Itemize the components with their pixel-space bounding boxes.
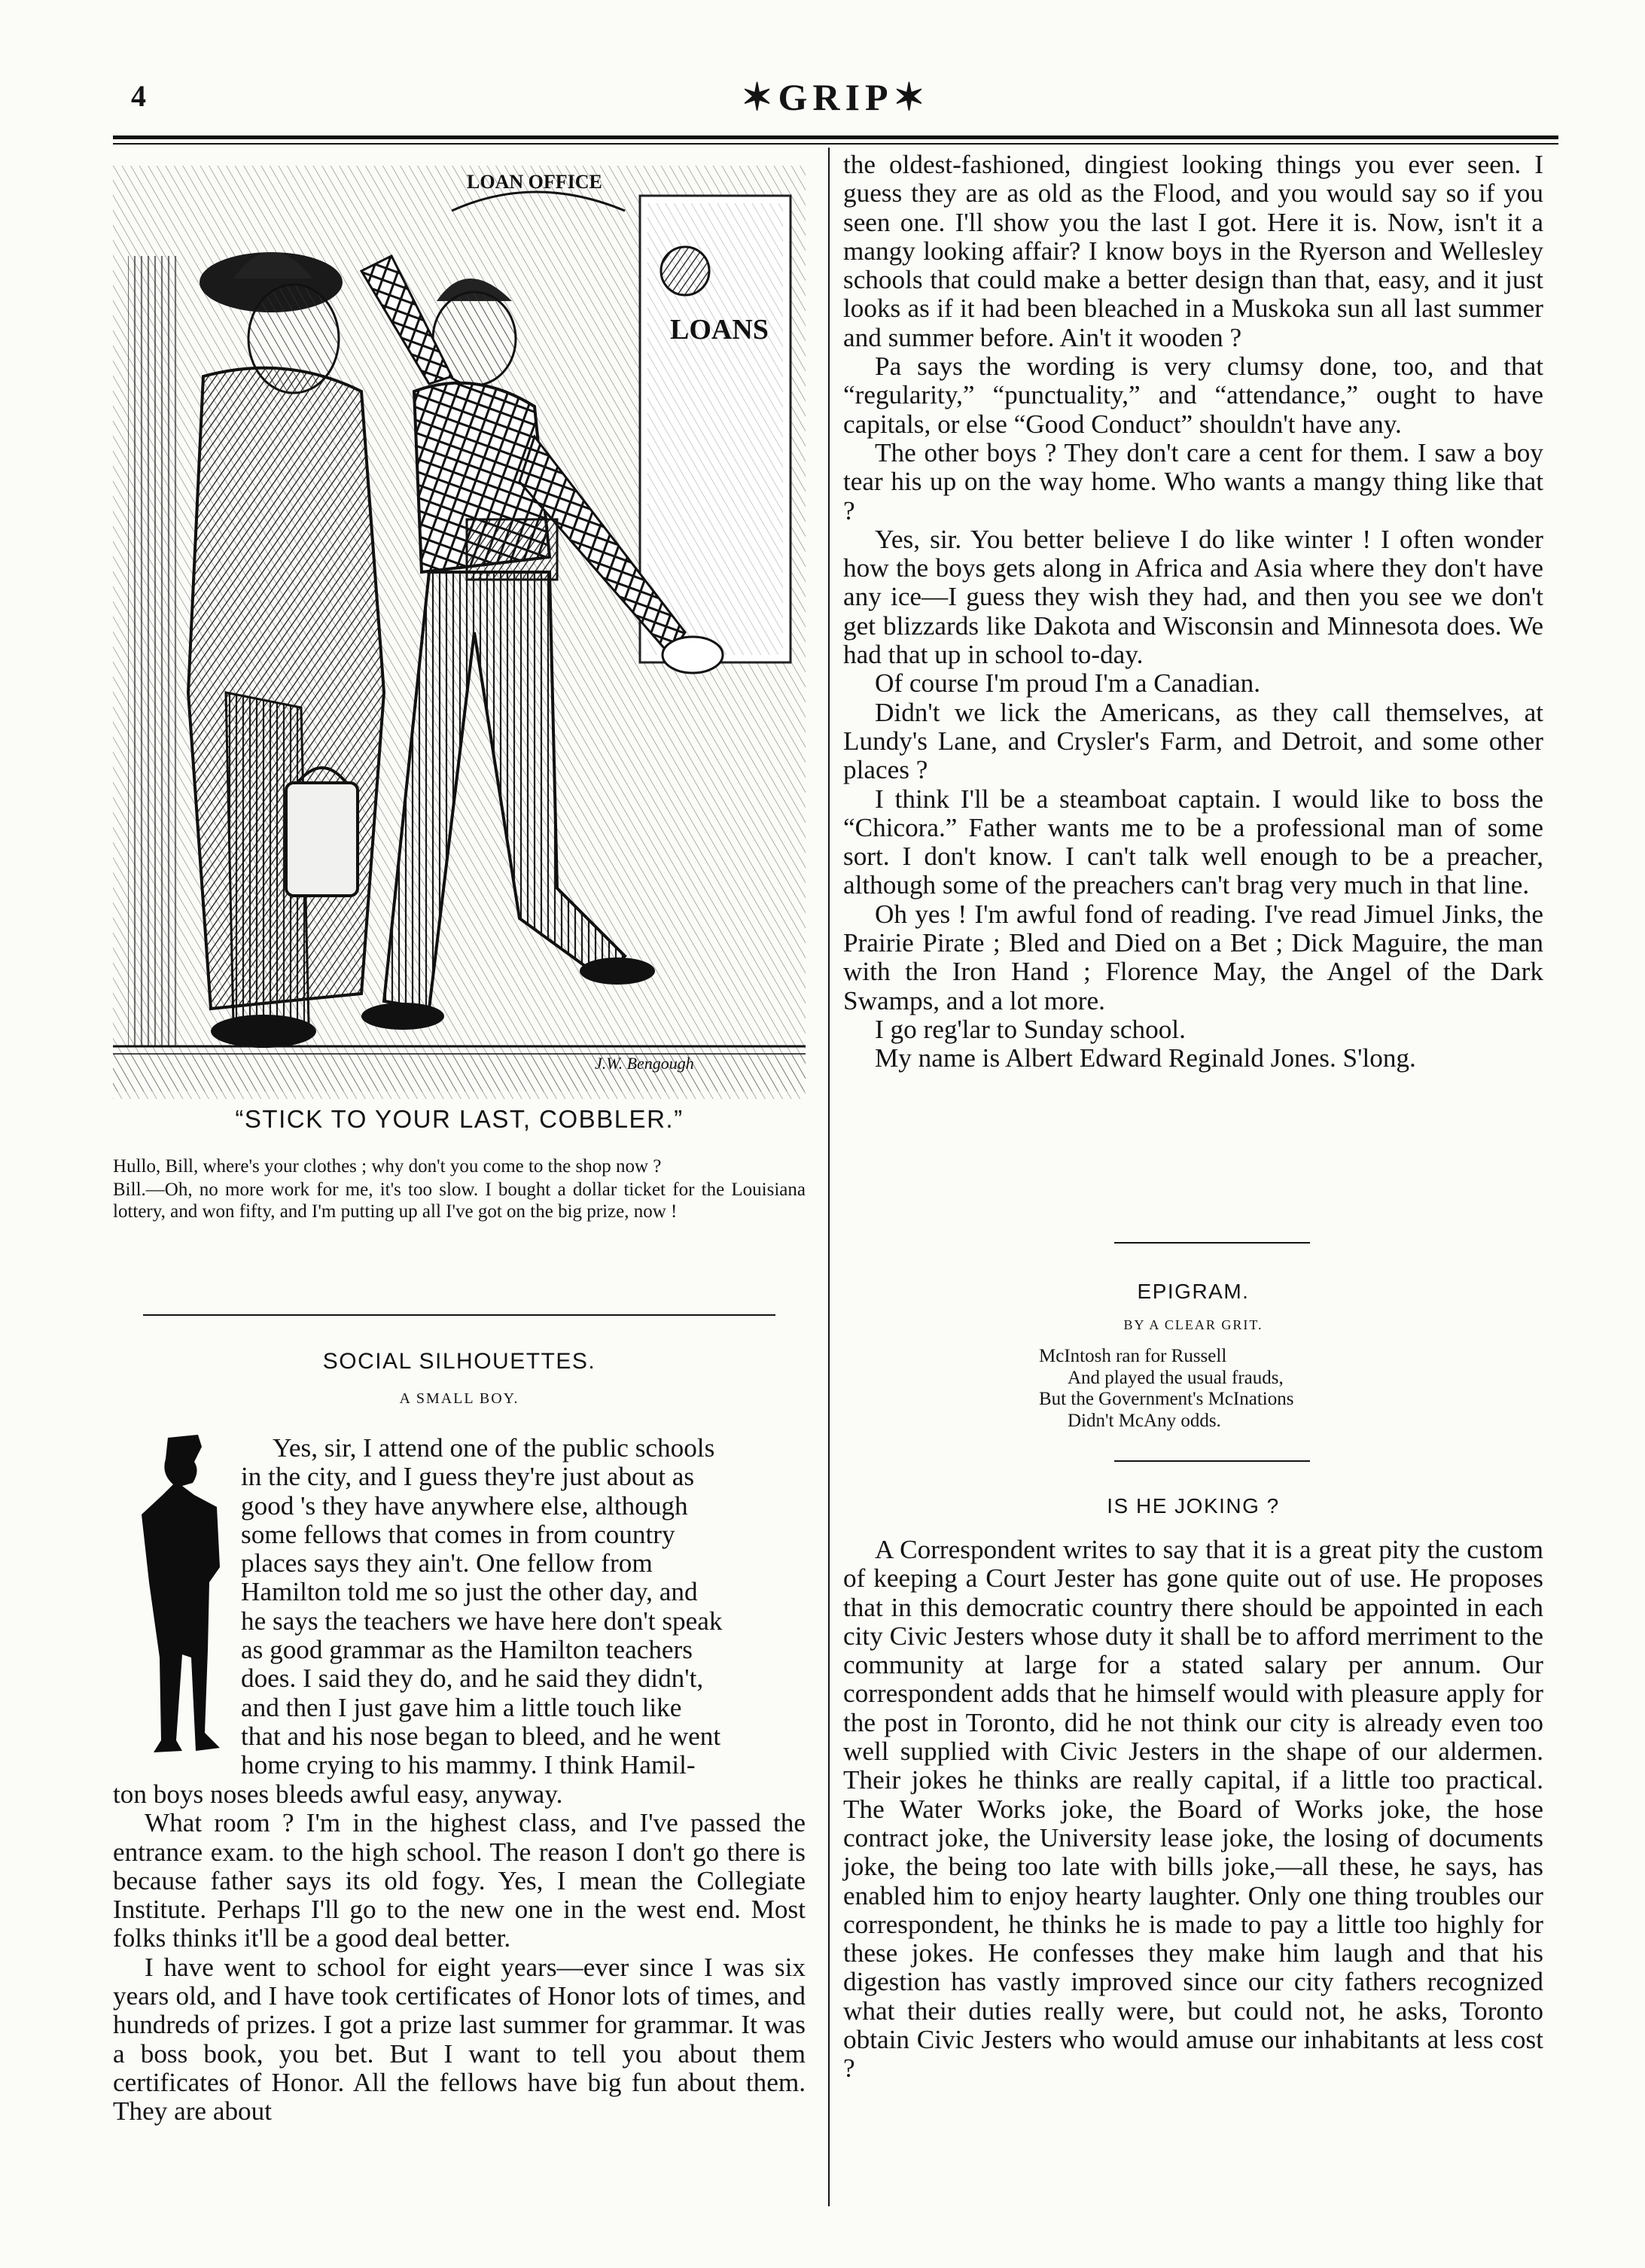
paragraph: Didn't we lick the Americans, as they call themselves, at Lundy's Lane, and Crysler's Farm, and Detroit, and some other places ? (843, 697, 1543, 785)
is-he-joking-title: IS HE JOKING ? (1107, 1494, 1280, 1518)
cartoon-caption (113, 1155, 806, 1224)
verse-line: Didn't McAny odds. (1068, 1410, 1221, 1431)
wrapped-line: and then I just gave him a little touch like (241, 1692, 682, 1722)
cartoon-caption-title: “STICK TO YOUR LAST, COBBLER.” (235, 1105, 684, 1133)
social-silhouettes-subtitle: A SMALL BOY. (399, 1390, 519, 1407)
header-rule (113, 135, 1558, 139)
cartoon-illustration (113, 166, 806, 1099)
paragraph-tail: ton boys noses bleeds awful easy, anyway. (113, 1779, 563, 1809)
wrapped-line: does. I said they do, and he said they didn't, (241, 1664, 704, 1694)
paragraph: Oh yes ! I'm awful fond of reading. I've read Jimuel Jinks, the Prairie Pirate ; Bled and Died on a Bet ; Dick Maguire, the man with the Iron Hand ; Florence May, the Angel of the Dark Swamps, and a lot more. (843, 899, 1543, 1015)
masthead-title: ✶GRIP✶ (741, 76, 931, 118)
wrapped-line: he says the teachers we have here don't speak (241, 1606, 723, 1636)
epigram-verse (1039, 1346, 1293, 1432)
silhouettes-wrapped-lines (241, 1434, 806, 1780)
page-header (113, 75, 1558, 128)
page-number: 4 (131, 79, 146, 113)
is-he-joking-body (843, 1536, 1543, 2084)
right-column (843, 151, 1543, 1073)
boy-silhouette (126, 1432, 232, 1763)
paragraph: I have went to school for eight years—ever since I was six years old, and I have took certificates of Honor lots of times, and hundreds of prizes. I got a prize last summer for grammar. It was a boss book, you bet. But I want to tell you about them certificates of Honor. All the fellows have big fun about them. They are about (113, 1952, 806, 2126)
loans-sign: LOANS (670, 314, 769, 346)
section-rule (143, 1314, 775, 1316)
paragraph: Of course I'm proud I'm a Canadian. (875, 668, 1260, 699)
paragraph: My name is Albert Edward Reginald Jones. S'long. (875, 1043, 1416, 1073)
wrapped-line: Yes, sir, I attend one of the public schools (273, 1433, 715, 1463)
paragraph: I think I'll be a steamboat captain. I would like to boss the “Chicora.” Father wants me to be a professional man of some sort. I don't know. I can't talk well enough to be a preacher, although some of the preachers can't brag very much in that line. (843, 784, 1543, 900)
verse-line: But the Government's McInations (1039, 1389, 1294, 1409)
wrapped-line: in the city, and I guess they're just about as (241, 1462, 695, 1492)
paragraph: A Correspondent writes to say that it is a great pity the custom of keeping a Court Jester has gone quite out of use. He proposes that in this democratic country there should be appointed in each city Civic Jesters whose duty it shall be to afford merriment to the community at large for a stated salary per annum. Our correspondent adds that he himself would with pleasure apply for the post in Toronto, did he not think our city is already even too well supplied with Civic Jesters in the shape of our aldermen. Their jokes he thinks are really capital, if a little too practical. The Water Works joke, the Board of Works joke, the hose contract joke, the University lease joke, the losing of documents joke, the being too late with bills joke,—all these, he says, has enabled him to enjoy hearty laughter. Only one thing troubles our correspondent, he thinks he is made to pay a little too highly for these jokes. He confesses they make him laugh and that his digestion has vastly improved since our city fathers recognized what their duties really were, but could not, he asks, Toronto obtain Civic Jesters who would amuse our inhabitants at less cost ? (843, 1535, 1543, 2084)
paragraph: The other boys ? They don't care a cent for them. I saw a boy tear his up on the way home. Who wants a mangy thing like that ? (843, 437, 1543, 525)
paragraph: Pa says the wording is very clumsy done, too, and that “regularity,” “punctuality,” and “attendance,” ought to have capitals, or else “Good Conduct” shouldn't have any. (843, 352, 1543, 439)
wrapped-line: that and his nose began to bleed, and he went (241, 1721, 721, 1751)
wrapped-line: good 's they have anywhere else, although (241, 1490, 688, 1521)
paragraph: What room ? I'm in the highest class, and I've passed the entrance exam. to the high school. The reason I don't go there is because father says its old fogy. Yes, I mean the Collegiate Institute. Perhaps I'll go to the new one in the west end. Most folks thinks it'll be a good deal better. (113, 1808, 806, 1953)
section-rule (1114, 1460, 1310, 1462)
caption-line-2: Bill.—Oh, no more work for me, it's too slow. I bought a dollar ticket for the Louisiana lottery, and won fifty, and I'm putting up all I've got on the big prize, now ! (113, 1180, 806, 1222)
epigram-title: EPIGRAM. (1137, 1280, 1250, 1303)
header-rule-thin (113, 143, 1558, 145)
verse-line: And played the usual frauds, (1068, 1367, 1284, 1388)
paragraph: I go reg'lar to Sunday school. (875, 1014, 1186, 1044)
silhouettes-body (113, 1780, 806, 2126)
paragraph: Yes, sir. You better believe I do like winter ! I often wonder how the boys gets along in Africa and Asia where they don't have any ice—I guess they wish they had, and then you see we don't get blizzards like Dakota and Wisconsin and Minnesota does. We had that up in school to-day. (843, 524, 1543, 670)
wrapped-line: as good grammar as the Hamilton teachers (241, 1635, 693, 1665)
wrapped-line: home crying to his mammy. I think Hamil- (241, 1750, 696, 1780)
verse-line: McIntosh ran for Russell (1039, 1346, 1227, 1366)
column-divider (828, 148, 830, 2206)
section-rule (1114, 1242, 1310, 1244)
wrapped-line: Hamilton told me so just the other day, and (241, 1577, 698, 1607)
caption-line-1: Hullo, Bill, where's your clothes ; why don't you come to the shop now ? (113, 1156, 662, 1177)
artist-signature: J.W. Bengough (595, 1054, 694, 1073)
epigram-byline: BY A CLEAR GRIT. (1123, 1317, 1263, 1332)
wrapped-line: places says they ain't. One fellow from (241, 1548, 653, 1578)
social-silhouettes-title: SOCIAL SILHOUETTES. (322, 1349, 596, 1374)
wrapped-line: some fellows that comes in from country (241, 1519, 675, 1549)
loan-office-sign: LOAN OFFICE (467, 171, 602, 193)
paragraph: the oldest-fashioned, dingiest looking things you ever seen. I guess they are as old as the Flood, and you would say so if you seen one. I'll show you the last I got. Here it is. Now, isn't it a mangy looking affair? I know boys in the Ryerson and Wellesley schools that could make a better design than that, easy, and it just looks as if it had been bleached in a Muskoka sun all last summer and summer before. Ain't it wooden ? (843, 150, 1543, 352)
